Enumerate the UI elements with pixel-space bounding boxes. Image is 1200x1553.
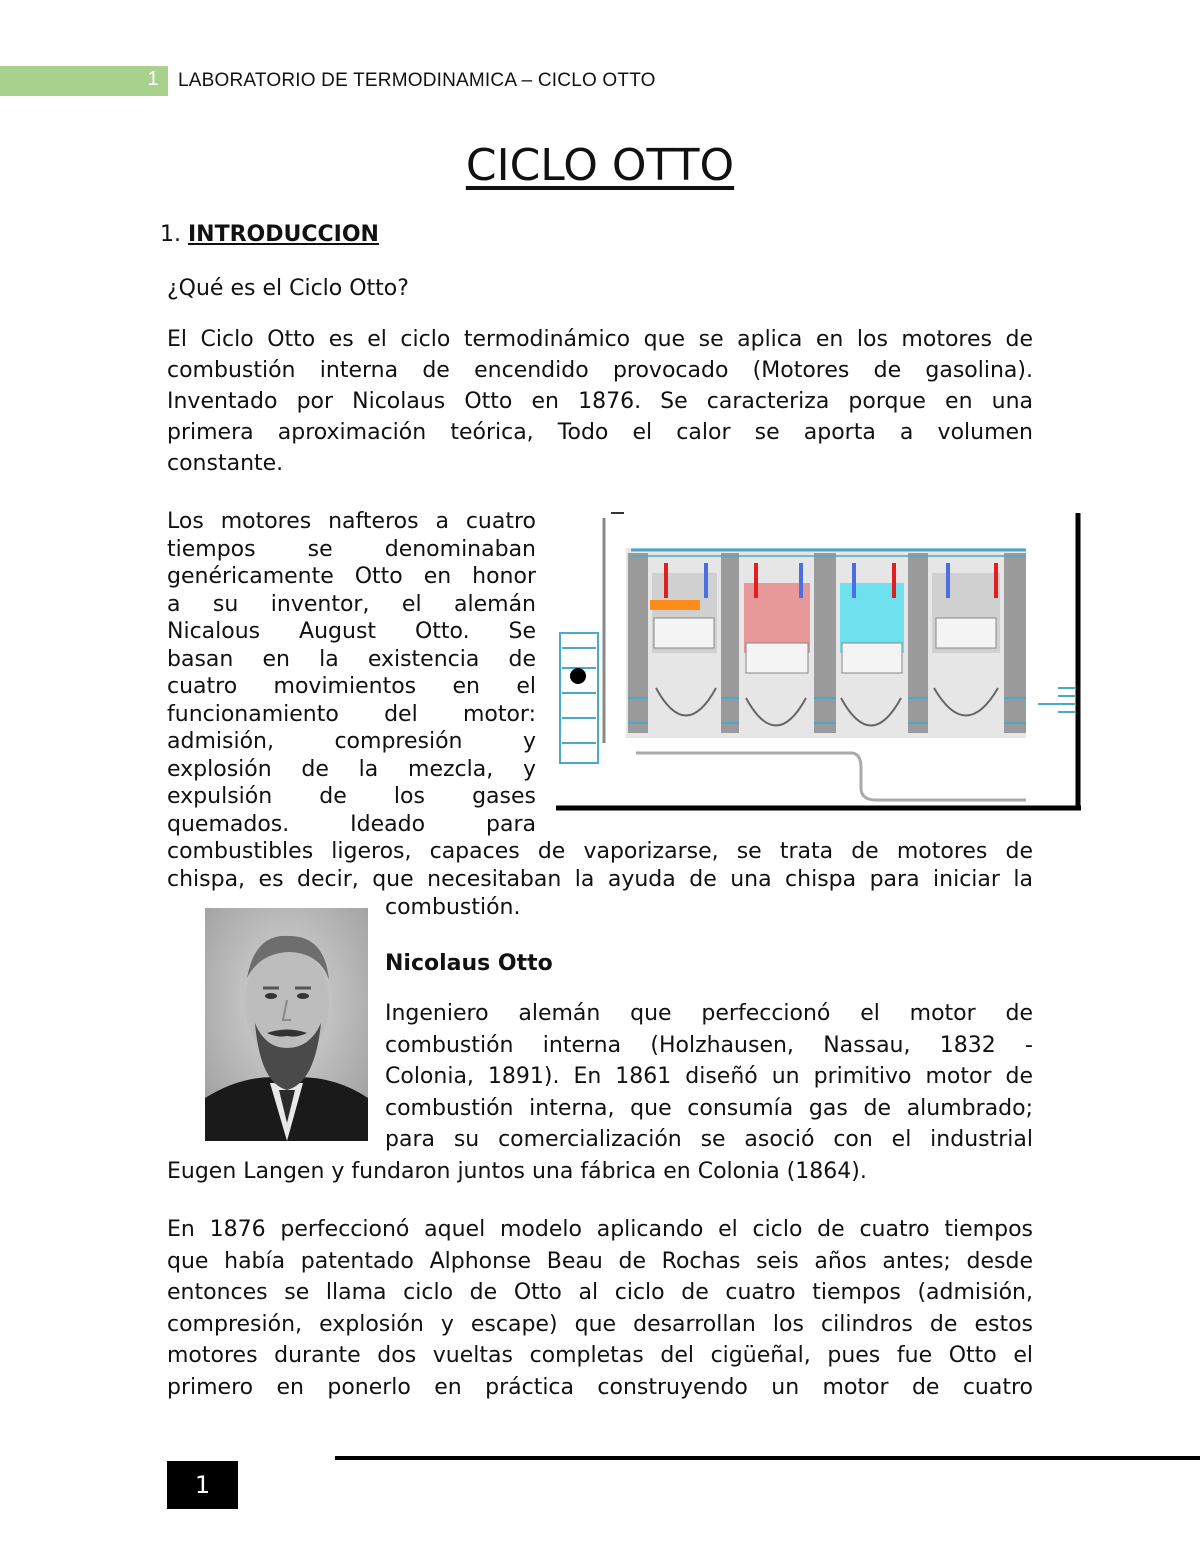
section-number: 1. — [160, 222, 181, 247]
text-line: Inventado por Nicolaus Otto en 1876. Se caracteriza porque en una — [167, 389, 1033, 414]
text-line: entonces se llama ciclo de Otto al ciclo de cuatro tiempos (admisión, — [167, 1280, 1033, 1305]
text-line: admisión, compresión y — [167, 729, 536, 754]
text-line: que había patentado Alphonse Beau de Rochas seis años antes; desde — [167, 1248, 1033, 1274]
text-line: El Ciclo Otto es el ciclo termodinámico que se aplica en los motores de — [167, 327, 1033, 352]
paragraph-motors-full — [167, 838, 1033, 894]
text-line: explosión de la mezcla, y — [167, 756, 536, 782]
text-line: funcionamiento del motor: — [167, 701, 536, 727]
text-line: tiempos se denominaban — [167, 536, 536, 562]
text-line: combustibles ligeros, capaces de vaporizarse, se trata de motores de — [167, 839, 1033, 864]
header-page-number: 1 — [147, 68, 159, 90]
text-line: Los motores nafteros a cuatro — [167, 509, 536, 534]
paragraph-motors-end: combustión. — [385, 895, 521, 920]
paragraph-motors-side — [167, 508, 536, 838]
text-line: combustión interna, que consumía gas de alumbrado; — [385, 1095, 1033, 1121]
footer-rule — [335, 1456, 1200, 1460]
text-line: para su comercialización se asoció con el industrial — [385, 1127, 1033, 1152]
text-line: genéricamente Otto en honor — [167, 564, 536, 589]
text-line: expulsión de los gases — [167, 784, 536, 809]
text-line: combustión interna (Holzhausen, Nassau, 1832 - — [385, 1032, 1033, 1058]
paragraph-bio-end: Eugen Langen y fundaron juntos una fábrica en Colonia (1864). — [167, 1159, 867, 1184]
text-line: combustión interna de encendido provocado (Motores de gasolina). — [167, 358, 1033, 383]
text-line: En 1876 perfeccionó aquel modelo aplicando el ciclo de cuatro tiempos — [167, 1217, 1033, 1242]
text-line: Ingeniero alemán que perfeccionó el motor de — [385, 1001, 1033, 1026]
text-line: a su inventor, el alemán — [167, 591, 536, 617]
page-title: CICLO OTTO — [465, 140, 735, 191]
text-line: chispa, es decir, que necesitaban la ayuda de una chispa para iniciar la — [167, 867, 1033, 892]
header-running-title: LABORATORIO DE TERMODINAMICA – CICLO OTTO — [178, 70, 656, 91]
question-text: ¿Qué es el Ciclo Otto? — [167, 276, 409, 301]
paragraph-intro — [167, 324, 1033, 479]
text-line: compresión, explosión y escape) que desarrollan los cilindros de estos — [167, 1311, 1033, 1337]
paragraph-bio-side — [385, 998, 1033, 1156]
text-line: primero en ponerlo en práctica construyendo un motor de cuatro — [167, 1374, 1033, 1400]
text-line: constante. — [167, 451, 284, 476]
text-line: basan en la existencia de — [167, 646, 536, 672]
engine-cutaway-diagram — [556, 508, 1086, 813]
portrait-nicolaus-otto — [205, 908, 368, 1141]
bio-heading: Nicolaus Otto — [385, 951, 553, 976]
text-line: motores durante dos vueltas completas del cigüeñal, pues fue Otto el — [167, 1343, 1033, 1368]
paragraph-history — [167, 1214, 1033, 1403]
text-line: quemados. Ideado para — [167, 811, 536, 837]
text-line: Nicalous August Otto. Se — [167, 619, 536, 644]
text-line: primera aproximación teórica, Todo el calor se aporta a volumen — [167, 420, 1033, 445]
text-line: Colonia, 1891). En 1861 diseñó un primitivo motor de — [385, 1064, 1033, 1089]
footer-page-number: 1 — [167, 1461, 238, 1509]
text-line: cuatro movimientos en el — [167, 674, 536, 699]
section-heading — [160, 222, 379, 247]
section-title: INTRODUCCION — [188, 222, 379, 247]
